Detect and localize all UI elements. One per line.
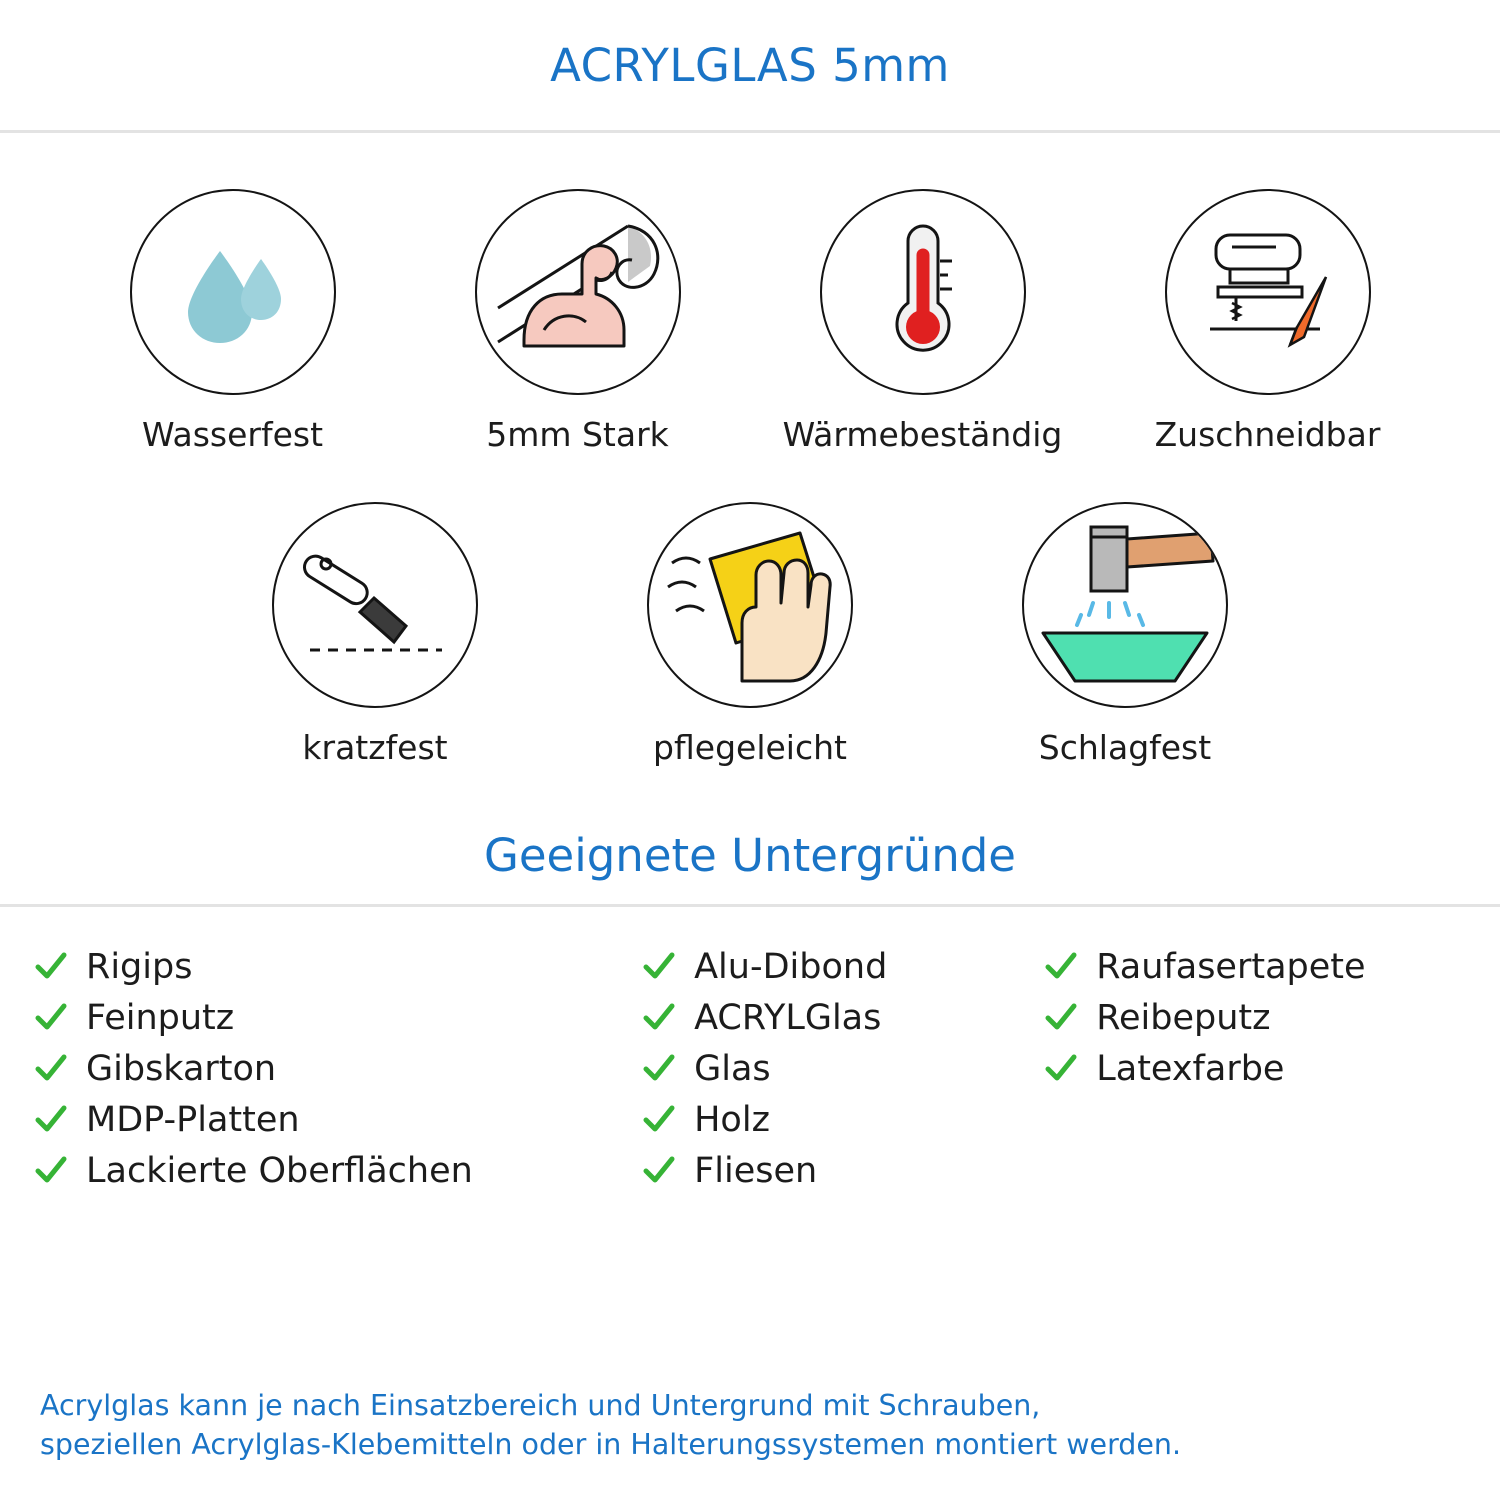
list-item-label: Holz	[694, 1099, 770, 1140]
feature-label: Zuschneidbar	[1154, 415, 1381, 454]
feature-pflegeleicht	[563, 502, 938, 767]
list-item	[1044, 1043, 1466, 1094]
list-item-label: Reibeputz	[1096, 997, 1271, 1038]
hand-cleaning-cloth-icon	[650, 503, 850, 707]
feature-label: 5mm Stark	[486, 415, 669, 454]
page-title: ACRYLGLAS 5mm	[550, 38, 950, 92]
thermometer-icon	[848, 215, 998, 369]
check-icon	[1044, 1052, 1078, 1086]
list-item	[34, 992, 642, 1043]
check-icon	[642, 1103, 676, 1137]
substrate-column-1	[34, 941, 642, 1196]
footnote	[40, 1387, 1460, 1464]
check-icon	[1044, 950, 1078, 984]
list-item	[34, 1094, 642, 1145]
list-item-label: Raufasertapete	[1096, 946, 1366, 987]
feature-icon-circle	[1165, 189, 1371, 395]
list-item	[1044, 992, 1466, 1043]
feature-icon-circle	[647, 502, 853, 708]
check-icon	[34, 1052, 68, 1086]
section-title: Geeignete Untergründe	[483, 829, 1016, 882]
check-icon	[34, 950, 68, 984]
list-item	[642, 1145, 1044, 1196]
feature-icon-circle	[820, 189, 1026, 395]
feature-label: pflegeleicht	[653, 728, 847, 767]
feature-zuschneidbar	[1095, 189, 1440, 454]
list-item-label: Gibskarton	[86, 1048, 277, 1089]
feature-label: Schlagfest	[1038, 728, 1212, 767]
list-item	[1044, 941, 1466, 992]
feature-kratzfest	[188, 502, 563, 767]
substrates-section	[0, 907, 1500, 1196]
check-icon	[642, 950, 676, 984]
check-icon	[34, 1103, 68, 1137]
feature-icon-circle	[475, 189, 681, 395]
feature-5mm-stark	[405, 189, 750, 454]
check-icon	[1044, 1001, 1078, 1035]
list-item-label: MDP-Platten	[86, 1099, 300, 1140]
check-icon	[34, 1001, 68, 1035]
list-item	[642, 1094, 1044, 1145]
check-icon	[642, 1154, 676, 1188]
feature-label: Wasserfest	[141, 415, 324, 454]
list-item-label: Lackierte Oberflächen	[86, 1150, 473, 1191]
footnote-line-2: speziellen Acrylglas-Klebemitteln oder in Halterungssystemen montiert werden.	[40, 1427, 1182, 1461]
list-item	[34, 1043, 642, 1094]
check-icon	[642, 1052, 676, 1086]
list-item-label: Glas	[694, 1048, 771, 1089]
check-icon	[642, 1001, 676, 1035]
knife-scratch-icon	[288, 516, 463, 695]
substrate-column-2	[642, 941, 1044, 1196]
feature-wasserfest	[60, 189, 405, 454]
header	[0, 0, 1500, 133]
feature-icon-circle	[272, 502, 478, 708]
substrates-header	[0, 829, 1500, 907]
list-item	[642, 1043, 1044, 1094]
list-item	[34, 1145, 642, 1196]
feature-schlagfest	[938, 502, 1313, 767]
list-item-label: Alu-Dibond	[694, 946, 888, 987]
check-icon	[34, 1154, 68, 1188]
features-section	[0, 133, 1500, 767]
feature-row-1	[0, 189, 1500, 454]
feature-icon-circle	[1022, 502, 1228, 708]
feature-row-2	[0, 502, 1500, 767]
list-item-label: Rigips	[86, 946, 193, 987]
feature-label: Wärmebeständig	[782, 415, 1063, 454]
list-item-label: ACRYLGlas	[694, 997, 882, 1038]
list-item-label: Latexfarbe	[1096, 1048, 1285, 1089]
list-item	[642, 941, 1044, 992]
list-item-label: Fliesen	[694, 1150, 818, 1191]
jigsaw-cutting-icon	[1180, 203, 1355, 382]
list-item-label: Feinputz	[86, 997, 235, 1038]
feature-label: kratzfest	[302, 728, 448, 767]
substrate-column-3	[1044, 941, 1466, 1196]
list-item	[34, 941, 642, 992]
feature-waermebestaendig	[750, 189, 1095, 454]
water-drops-icon	[158, 215, 308, 369]
list-item	[642, 992, 1044, 1043]
hammer-impact-icon	[1025, 503, 1225, 707]
feature-icon-circle	[130, 189, 336, 395]
flexing-arm-icon	[478, 190, 678, 394]
footnote-line-1: Acrylglas kann je nach Einsatzbereich und Untergrund mit Schrauben,	[40, 1389, 1041, 1423]
